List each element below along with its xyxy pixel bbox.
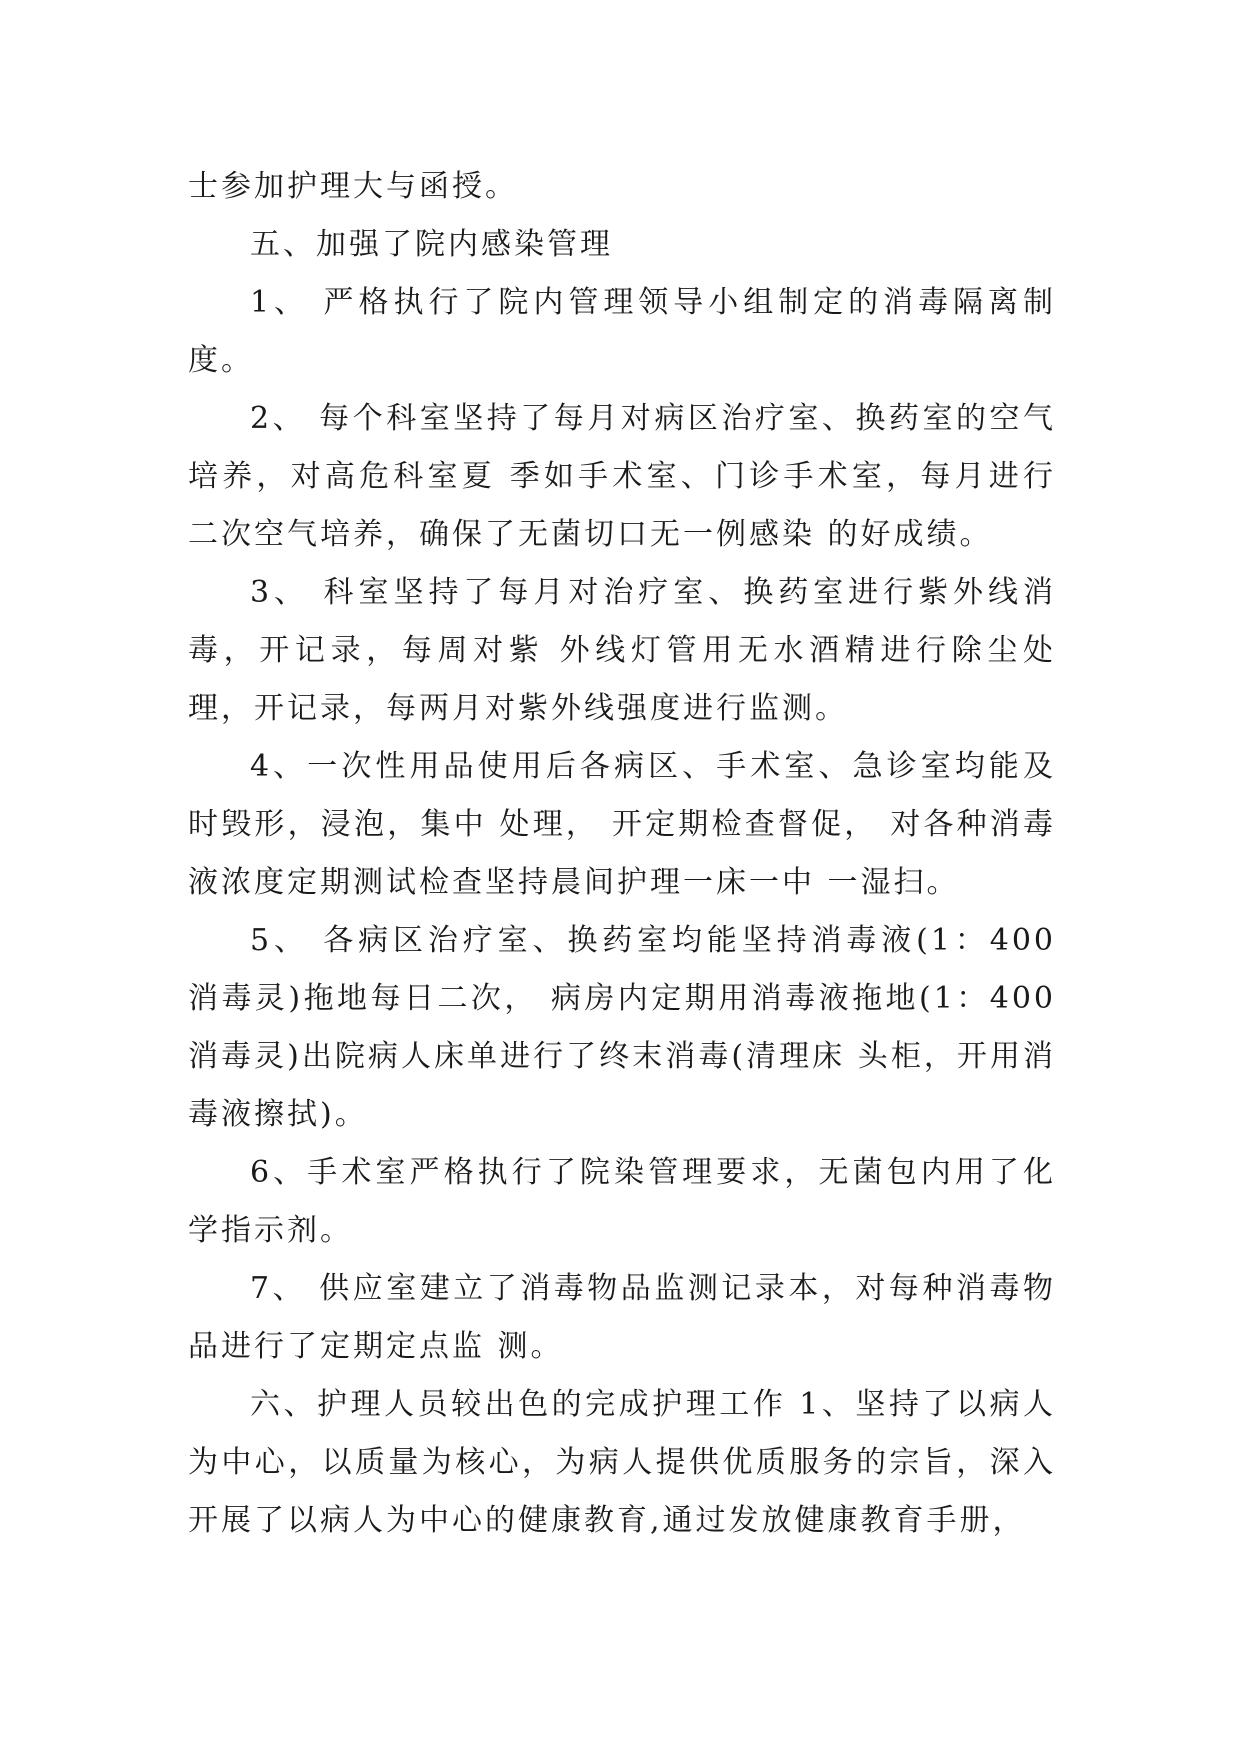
section-heading-5: 五、加强了院内感染管理 (250, 227, 613, 262)
paragraph-1: 士参加护理大与函授。 (188, 169, 518, 204)
paragraph-item-7: 7、 供应室建立了消毒物品监测记录本，对每种消毒物品进行了定期定点监 测。 (188, 1271, 1056, 1364)
paragraph-item-2: 2、 每个科室坚持了每月对病区治疗室、换药室的空气培养，对高危科室夏 季如手术室、门诊手术室，每月进行二次空气培养，确保了无菌切口无一例感染 的好成绩。 (188, 401, 1056, 552)
paragraph-item-3: 3、 科室坚持了每月对治疗室、换药室进行紫外线消毒，开记录，每周对紫 外线灯管用无水酒精进行除尘处理，开记录，每两月对紫外线强度进行监测。 (188, 575, 1056, 726)
section-heading-6: 六、护理人员较出色的完成护理工作 1、坚持了以病人为中心，以质量为核心，为病人提供优质服务的宗旨，深入开展了以病人为中心的健康教育,通过发放健康教育手册， (188, 1387, 1056, 1538)
paragraph-item-4: 4、一次性用品使用后各病区、手术室、急诊室均能及时毁形，浸泡，集中 处理， 开定期检查督促， 对各种消毒液浓度定期测试检查坚持晨间护理一床一中 一湿扫。 (188, 749, 1056, 900)
paragraph-item-6: 6、手术室严格执行了院染管理要求，无菌包内用了化学指示剂。 (188, 1155, 1056, 1248)
paragraph-item-1: 1、 严格执行了院内管理领导小组制定的消毒隔离制度。 (188, 285, 1056, 378)
document-body (188, 158, 1056, 1550)
paragraph-item-5: 5、 各病区治疗室、换药室均能坚持消毒液(1：400 消毒灵)拖地每日二次， 病房内定期用消毒液拖地(1：400 消毒灵)出院病人床单进行了终末消毒(清理床 头柜，开用消毒液擦拭)。 (188, 923, 1056, 1132)
